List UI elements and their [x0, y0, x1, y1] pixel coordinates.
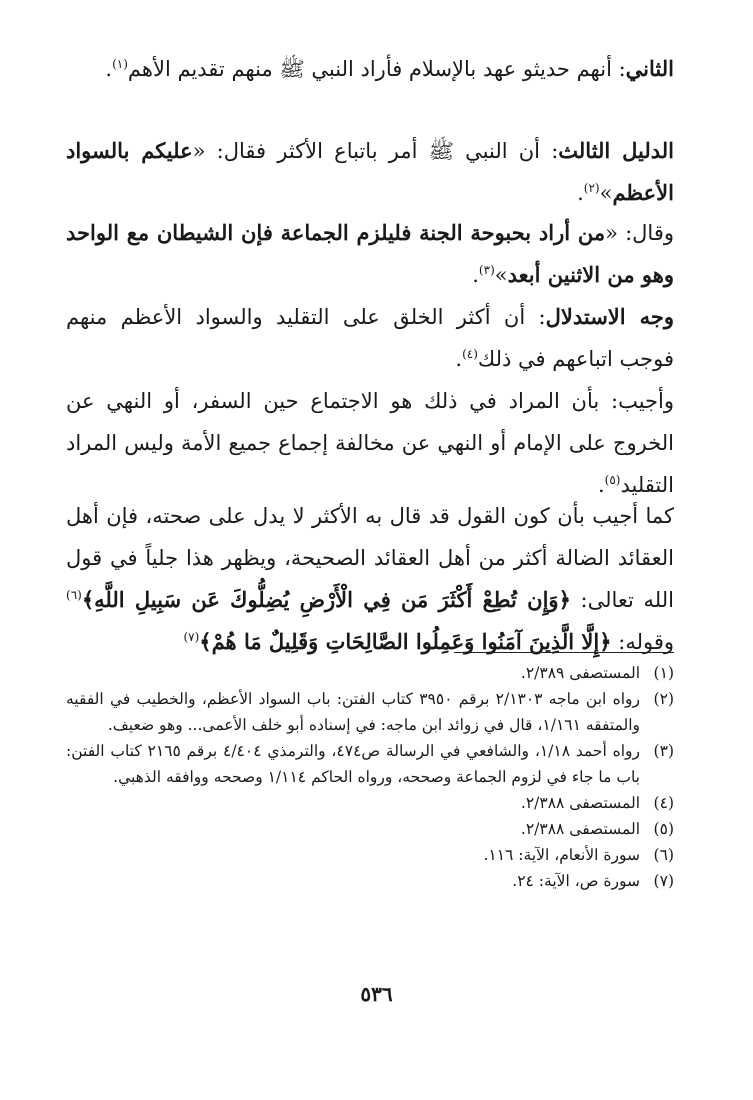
punctuation: .	[577, 181, 584, 205]
paragraph-second-response	[66, 495, 674, 663]
hadith-quote: عليكم بالسواد الأعظم	[66, 138, 674, 205]
paragraph-text: كما أجيب بأن كون القول قد قال به الأكثر لا يدل على صحته، فإن أهل العقائد الضالة أكثر من أهل العقائد الصحيحة، ويظهر هذا جلياً في قول الله تعالى:	[66, 504, 674, 612]
page-number: ٥٣٦	[360, 982, 393, 1006]
footnote-text: المستصفى ٢/٣٨٨.	[520, 794, 640, 812]
footnote	[66, 868, 674, 894]
footnote-ref[interactable]: (٢)	[583, 181, 600, 195]
paragraph-response	[66, 380, 674, 506]
footnote-number: (٢)	[653, 690, 674, 708]
quran-verse: ﴿إِلَّا الَّذِينَ آمَنُوا وَعَمِلُوا الصَّالِحَاتِ وَقَلِيلٌ مَا هُمْ﴾	[199, 629, 612, 654]
paragraph-hadith	[66, 212, 674, 296]
footnote-ref[interactable]: (٤)	[462, 347, 478, 361]
footnote-divider	[454, 652, 674, 653]
footnote	[66, 686, 674, 738]
paragraph-lead: وجه الاستدلال	[545, 304, 674, 329]
footnote-number: (١)	[653, 664, 674, 682]
paragraph-second	[66, 48, 674, 90]
footnote-number: (٦)	[653, 846, 674, 864]
footnote-ref[interactable]: (٧)	[183, 630, 200, 644]
paragraph-text: : أن النبي ﷺ أمر باتباع الأكثر فقال: «	[192, 139, 559, 163]
punctuation: .	[597, 473, 605, 497]
footnote-ref[interactable]: (١)	[112, 57, 128, 71]
paragraph-lead: الدليل الثالث	[558, 138, 674, 163]
paragraph-third-evidence	[66, 130, 674, 214]
footnote-ref[interactable]: (٣)	[478, 263, 495, 277]
punctuation: .	[472, 263, 479, 287]
punctuation: .	[105, 57, 113, 81]
footnote-text: سورة ص، الآية: ٢٤.	[512, 872, 640, 890]
footnote	[66, 738, 674, 790]
footnote	[66, 790, 674, 816]
paragraph-text: وقال: «	[605, 221, 675, 245]
paragraph-lead: الثاني	[625, 56, 674, 81]
footnote-text: المستصفى ٢/٣٨٨.	[520, 820, 640, 838]
punctuation: .	[455, 347, 463, 371]
paragraph-text: : أن أكثر الخلق على التقليد والسواد الأعظم منهم فوجب اتباعهم في ذلك	[66, 305, 674, 371]
footnotes-list	[66, 660, 674, 894]
paragraph-text: وقوله:	[611, 630, 674, 654]
paragraph-inference	[66, 296, 674, 380]
quote-close: »	[494, 263, 508, 287]
paragraph-text: وأجيب: بأن المراد في ذلك هو الاجتماع حين السفر، أو النهي عن الخروج على الإمام أو النهي عن مخالفة إجماع جميع الأمة وليس المراد التقليد	[66, 389, 674, 497]
footnote-number: (٧)	[653, 872, 674, 890]
footnote-number: (٥)	[653, 820, 674, 838]
quote-close: »	[599, 181, 613, 205]
footnote	[66, 842, 674, 868]
paragraph-text: : أنهم حديثو عهد بالإسلام فأراد النبي ﷺ منهم تقديم الأهم	[127, 57, 626, 81]
footnote-number: (٤)	[653, 794, 674, 812]
footnote-text: رواه أحمد ١/١٨، والشافعي في الرسالة ص٤٧٤، والترمذي ٤/٤٠٤ برقم ٢١٦٥ كتاب الفتن: باب ما جاء في لزوم الجماعة وصححه، ورواه الحاكم ١/١١٤ وصححه ووافقه الذهبي.	[66, 742, 640, 786]
footnote-text: رواه ابن ماجه ٢/١٣٠٣ برقم ٣٩٥٠ كتاب الفتن: باب السواد الأعظم، والخطيب في الفقيه والمتفقه ١/١٦١، قال في زوائد ابن ماجه: في إسناده أبو خلف الأعمى... وهو ضعيف.	[66, 690, 640, 734]
footnote-number: (٣)	[653, 742, 674, 760]
footnote	[66, 660, 674, 686]
quran-verse: ﴿وَإِن تُطِعْ أَكْثَرَ مَن فِي الْأَرْضِ يُضِلُّوكَ عَن سَبِيلِ اللَّهِ﴾	[81, 587, 571, 612]
footnote-ref[interactable]: (٦)	[66, 588, 82, 602]
hadith-quote: من أراد بحبوحة الجنة فليلزم الجماعة فإن الشيطان مع الواحد وهو من الاثنين أبعد	[66, 220, 674, 287]
footnote-text: المستصفى ٢/٣٨٩.	[520, 664, 640, 682]
footnote-ref[interactable]: (٥)	[604, 473, 621, 487]
footnote-text: سورة الأنعام، الآية: ١١٦.	[483, 846, 640, 864]
footnote	[66, 816, 674, 842]
